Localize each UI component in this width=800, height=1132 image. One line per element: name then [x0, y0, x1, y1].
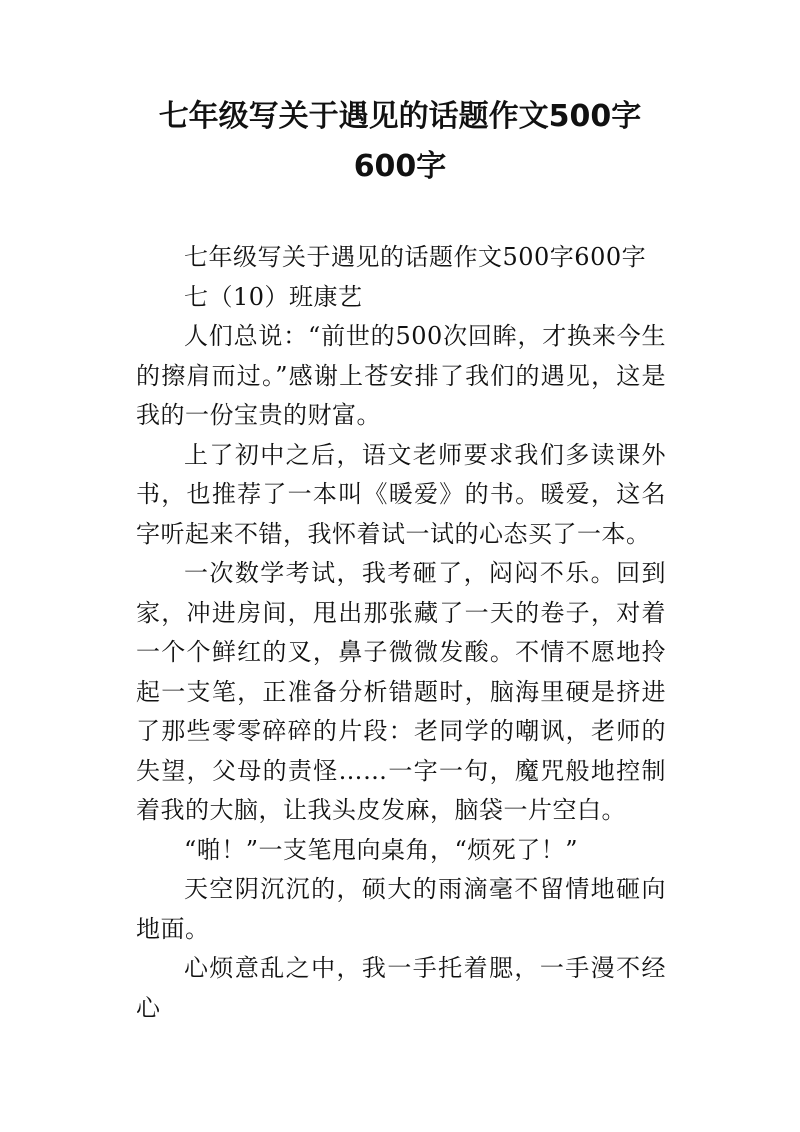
title-line-2: 600字	[353, 149, 447, 184]
document-body	[136, 238, 666, 1028]
paragraph: 人们总说：“前世的500次回眸，才换来今生的擦肩而过。”感谢上苍安排了我们的遇见，这是我的一份宝贵的财富。	[136, 322, 666, 429]
paragraph: 七（10）班康艺	[184, 282, 363, 311]
document-title	[100, 92, 700, 192]
paragraph: 七年级写关于遇见的话题作文500字600字	[184, 243, 647, 271]
paragraph: “啪！”一支笔甩向桌角，“烦死了！”	[184, 835, 579, 864]
title-line-1: 七年级写关于遇见的话题作文500字	[158, 99, 642, 134]
paragraph: 上了初中之后，语文老师要求我们多读课外书，也推荐了一本叫《暖爱》的书。暖爱，这名字听起来不错，我怀着试一试的心态买了一本。	[136, 440, 666, 548]
paragraph: 心烦意乱之中，我一手托着腮，一手漫不经心	[136, 954, 666, 1022]
paragraph: 天空阴沉沉的，硕大的雨滴毫不留情地砸向地面。	[136, 875, 666, 943]
paragraph: 一次数学考试，我考砸了，闷闷不乐。回到家，冲进房间，甩出那张藏了一天的卷子，对着一个个鲜红的叉，鼻子微微发酸。不情不愿地拎起一支笔，正准备分析错题时，脑海里硬是挤进了那些零零碎碎的片段：老同学的嘲讽，老师的失望，父母的责怪……一字一句，魔咒般地控制着我的大脑，让我头皮发麻，脑袋一片空白。	[136, 559, 666, 824]
